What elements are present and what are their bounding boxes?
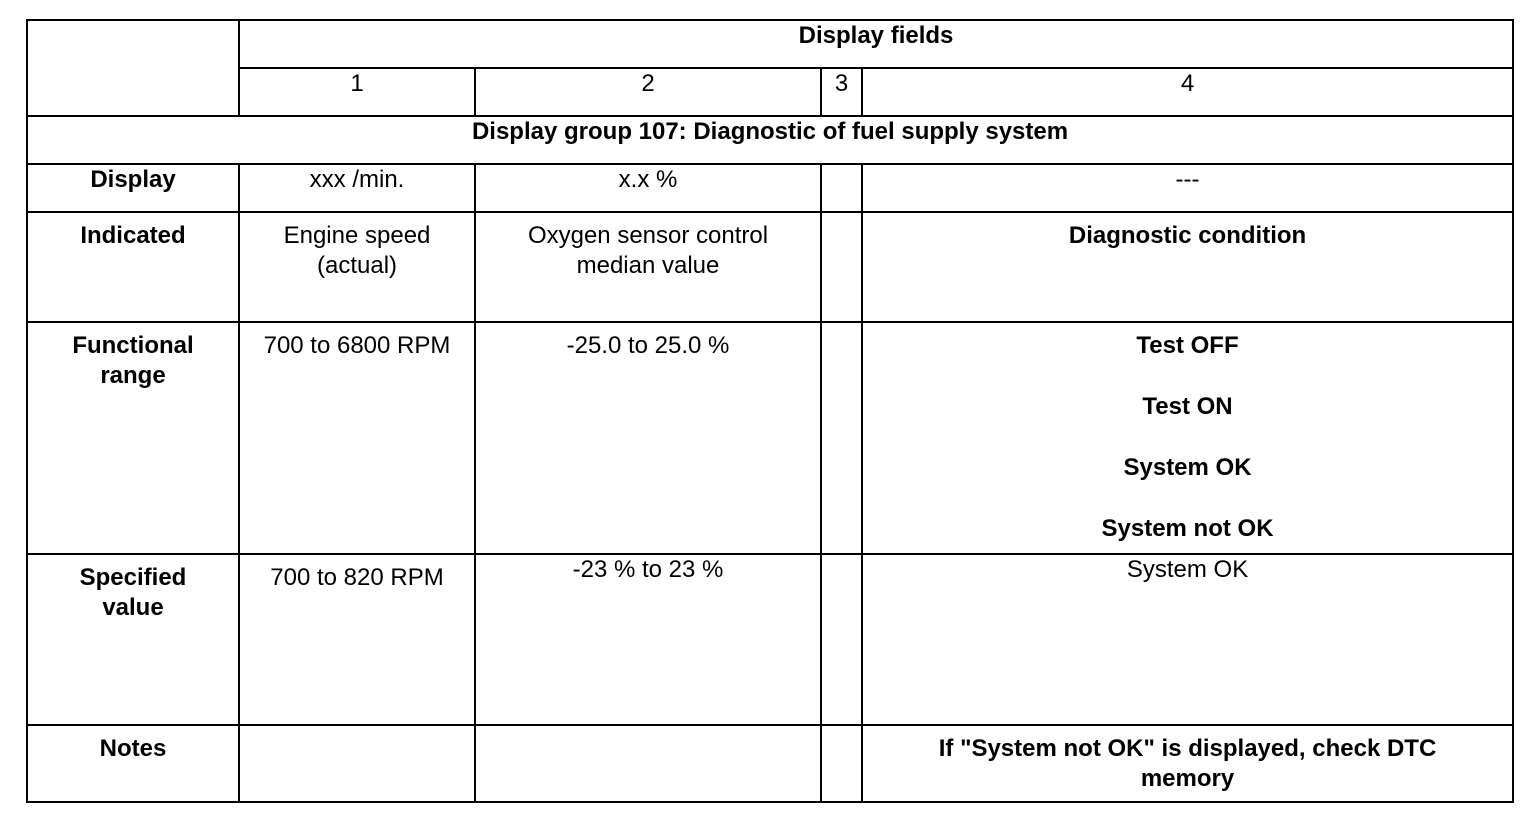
specified-value-field-2: -23 % to 23 % bbox=[475, 554, 821, 725]
display-fields-header: Display fields bbox=[239, 20, 1513, 68]
notes-label: Notes bbox=[27, 725, 239, 802]
field-number-3: 3 bbox=[821, 68, 862, 116]
notes-field-4-line1: If "System not OK" is displayed, check DTC bbox=[938, 735, 1437, 762]
indicated-field-2-line1: Oxygen sensor control bbox=[527, 222, 769, 249]
specified-value-label-line1: Specified bbox=[79, 564, 187, 591]
indicated-field-3 bbox=[821, 212, 862, 322]
indicated-label: Indicated bbox=[27, 212, 239, 322]
group-title: Display group 107: Diagnostic of fuel supply system bbox=[27, 116, 1513, 164]
indicated-field-4: Diagnostic condition bbox=[862, 212, 1513, 322]
indicated-field-2 bbox=[475, 212, 821, 322]
specified-value-field-3 bbox=[821, 554, 862, 725]
display-field-4: --- bbox=[862, 164, 1513, 212]
specified-value-field-1: 700 to 820 RPM bbox=[239, 554, 475, 725]
indicated-row bbox=[27, 212, 1513, 322]
notes-field-4-line2: memory bbox=[1140, 765, 1235, 792]
display-row bbox=[27, 164, 1513, 212]
header-row-display-fields bbox=[27, 20, 1513, 68]
functional-range-item-system-ok: System OK bbox=[1123, 454, 1252, 481]
notes-field-2 bbox=[475, 725, 821, 802]
functional-range-item-system-not-ok: System not OK bbox=[1101, 515, 1274, 542]
functional-range-field-2: -25.0 to 25.0 % bbox=[475, 322, 821, 554]
display-field-2: x.x % bbox=[475, 164, 821, 212]
functional-range-label bbox=[27, 322, 239, 554]
functional-range-row bbox=[27, 322, 1513, 554]
field-number-4: 4 bbox=[862, 68, 1513, 116]
notes-field-1 bbox=[239, 725, 475, 802]
functional-range-label-line2: range bbox=[100, 362, 166, 389]
specified-value-label-line2: value bbox=[102, 594, 164, 621]
indicated-field-2-line2: median value bbox=[576, 252, 720, 279]
indicated-field-1-line1: Engine speed bbox=[283, 222, 431, 249]
display-label: Display bbox=[27, 164, 239, 212]
field-number-1: 1 bbox=[239, 68, 475, 116]
notes-row bbox=[27, 725, 1513, 802]
indicated-field-1 bbox=[239, 212, 475, 322]
functional-range-field-1: 700 to 6800 RPM bbox=[239, 322, 475, 554]
specified-value-field-4: System OK bbox=[862, 554, 1513, 725]
functional-range-field-4 bbox=[862, 322, 1513, 554]
notes-field-4 bbox=[862, 725, 1513, 802]
header-row-field-numbers bbox=[27, 68, 1513, 116]
display-field-1: xxx /min. bbox=[239, 164, 475, 212]
group-title-row bbox=[27, 116, 1513, 164]
functional-range-item-test-on: Test ON bbox=[1142, 393, 1233, 420]
specified-value-row bbox=[27, 554, 1513, 725]
functional-range-item-test-off: Test OFF bbox=[1136, 332, 1239, 359]
header-corner-cell bbox=[27, 20, 239, 116]
display-group-table bbox=[26, 19, 1514, 803]
functional-range-label-line1: Functional bbox=[72, 332, 194, 359]
functional-range-field-3 bbox=[821, 322, 862, 554]
notes-field-3 bbox=[821, 725, 862, 802]
field-number-2: 2 bbox=[475, 68, 821, 116]
indicated-field-1-line2: (actual) bbox=[316, 252, 398, 279]
specified-value-label bbox=[27, 554, 239, 725]
display-field-3 bbox=[821, 164, 862, 212]
